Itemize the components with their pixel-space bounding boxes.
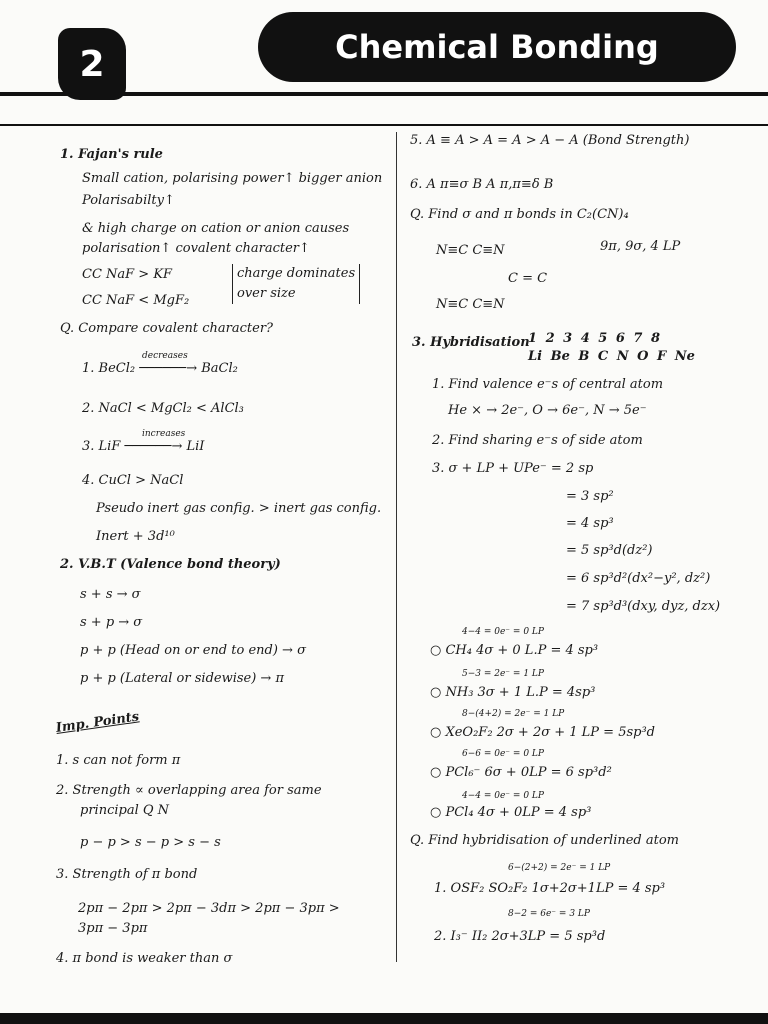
example-calc: 6−6 = 0e⁻ = 0 LP — [462, 749, 544, 759]
vbt-heading: 2. V.B.T (Valence bond theory) — [60, 557, 281, 572]
example-line: ○ NH₃ 3σ + 1 L.P = 4sp³ — [430, 685, 596, 700]
question-underlined: Q. Find hybridisation of underlined atom — [410, 833, 680, 848]
compare-item: 4. CuCl > NaCl — [82, 473, 184, 488]
imp-points-heading: Imp. Points — [54, 709, 141, 736]
inert-note: Inert + 3d¹⁰ — [96, 529, 175, 544]
example-line: ○ XeO₂F₂ 2σ + 2σ + 1 LP = 5sp³d — [430, 725, 655, 740]
fajans-line: Polarisabilty↑ — [82, 193, 175, 208]
fajans-heading: 1. Fajan's rule — [60, 147, 163, 162]
arrow-label: decreases — [142, 351, 188, 361]
example-line: ○ CH₄ 4σ + 0 L.P = 4 sp³ — [430, 643, 599, 658]
structure-line: N≡C C≡N — [436, 243, 505, 258]
imp-point: 3pπ − 3pπ — [78, 921, 148, 936]
vbt-line: s + s → σ — [80, 587, 141, 602]
question-find-bonds: Q. Find σ and π bonds in C₂(CN)₄ — [410, 207, 629, 222]
compare-item: 1. BeCl₂ ──────→ BaCl₂ — [82, 361, 238, 376]
example-line: ○ PCl₆⁻ 6σ + 0LP = 6 sp³d² — [430, 765, 612, 780]
hyb-step: He × → 2e⁻, O → 6e⁻, N → 5e⁻ — [448, 403, 647, 418]
hybridisation-numbers: 1 2 3 4 5 6 7 8 — [528, 331, 661, 346]
hyb-step: 2. Find sharing e⁻s of side atom — [432, 433, 643, 448]
fajans-line: Small cation, polarising power↑ bigger anion — [82, 171, 383, 186]
chapter-number: 2 — [79, 43, 105, 85]
bond-notation-line: 6. A π≡σ B A π,π≡δ B — [410, 177, 554, 192]
example-calc: 8−2 = 6e⁻ = 3 LP — [508, 909, 590, 919]
header-rule-thick — [0, 92, 768, 96]
fajans-line: & high charge on cation or anion causes — [82, 221, 350, 236]
bracket-text: charge dominates — [237, 266, 356, 281]
imp-point: 1. s can not form π — [56, 753, 181, 768]
example-calc: 6−(2+2) = 2e⁻ = 1 LP — [508, 863, 611, 873]
arrow-label: increases — [142, 429, 186, 439]
example-calc: 8−(4+2) = 2e⁻ = 1 LP — [462, 709, 565, 719]
hyb-step: 3. σ + LP + UPe⁻ = 2 sp — [432, 461, 594, 476]
cc-line: CC NaF > KF — [82, 267, 173, 282]
charge-bracket-note — [232, 264, 360, 304]
imp-point: p − p > s − p > s − s — [80, 835, 221, 850]
vbt-line: s + p → σ — [80, 615, 143, 630]
structure-line: C = C — [508, 271, 548, 286]
fajans-line: polarisation↑ covalent character↑ — [82, 241, 310, 256]
example-calc: 4−4 = 0e⁻ = 0 LP — [462, 627, 544, 637]
column-divider — [396, 132, 397, 962]
imp-point: 3. Strength of π bond — [56, 867, 198, 882]
chapter-title-banner — [258, 12, 736, 82]
imp-point: 4. π bond is weaker than σ — [56, 951, 233, 966]
structure-line: N≡C C≡N — [436, 297, 505, 312]
bond-strength-line: 5. A ≡ A > A = A > A − A (Bond Strength) — [410, 133, 690, 148]
imp-point: principal Q N — [80, 803, 170, 818]
example-line: ○ PCl₄ 4σ + 0LP = 4 sp³ — [430, 805, 592, 820]
underlined-example: 2. I₃⁻ II₂ 2σ+3LP = 5 sp³d — [434, 929, 606, 944]
hyb-result: = 7 sp³d³(dxy, dyz, dzx) — [566, 599, 721, 614]
hyb-result: = 4 sp³ — [566, 516, 614, 531]
example-calc: 5−3 = 2e⁻ = 1 LP — [462, 669, 544, 679]
structure-answer: 9π, 9σ, 4 LP — [600, 239, 681, 254]
vbt-line: p + p (Head on or end to end) → σ — [80, 643, 306, 658]
hyb-result: = 3 sp² — [566, 489, 614, 504]
hyb-result: = 6 sp³d²(dx²−y², dz²) — [566, 571, 711, 586]
vbt-line: p + p (Lateral or sidewise) → π — [80, 671, 285, 686]
chapter-title: Chemical Bonding — [335, 28, 659, 66]
pseudo-note: Pseudo inert gas config. > inert gas config. — [96, 501, 382, 516]
hybridisation-elements: Li Be B C N O F Ne — [528, 349, 695, 364]
question-compare: Q. Compare covalent character? — [60, 321, 274, 336]
hyb-step: 1. Find valence e⁻s of central atom — [432, 377, 664, 392]
underlined-example: 1. OSF₂ SO₂F₂ 1σ+2σ+1LP = 4 sp³ — [434, 881, 666, 896]
hyb-result: = 5 sp³d(dz²) — [566, 543, 653, 558]
compare-item: 3. LiF ──────→ LiI — [82, 439, 205, 454]
imp-point: 2. Strength ∝ overlapping area for same — [56, 783, 322, 798]
hybridisation-heading: 3. Hybridisation — [412, 335, 530, 350]
chapter-number-badge — [58, 28, 126, 100]
compare-item: 2. NaCl < MgCl₂ < AlCl₃ — [82, 401, 244, 416]
header-rule-thin — [0, 124, 768, 126]
bracket-text: over size — [237, 286, 296, 301]
example-calc: 4−4 = 0e⁻ = 0 LP — [462, 791, 544, 801]
page-bottom-edge — [0, 1013, 768, 1024]
imp-point: 2pπ − 2pπ > 2pπ − 3dπ > 2pπ − 3pπ > — [78, 901, 340, 916]
cc-line: CC NaF < MgF₂ — [82, 293, 190, 308]
